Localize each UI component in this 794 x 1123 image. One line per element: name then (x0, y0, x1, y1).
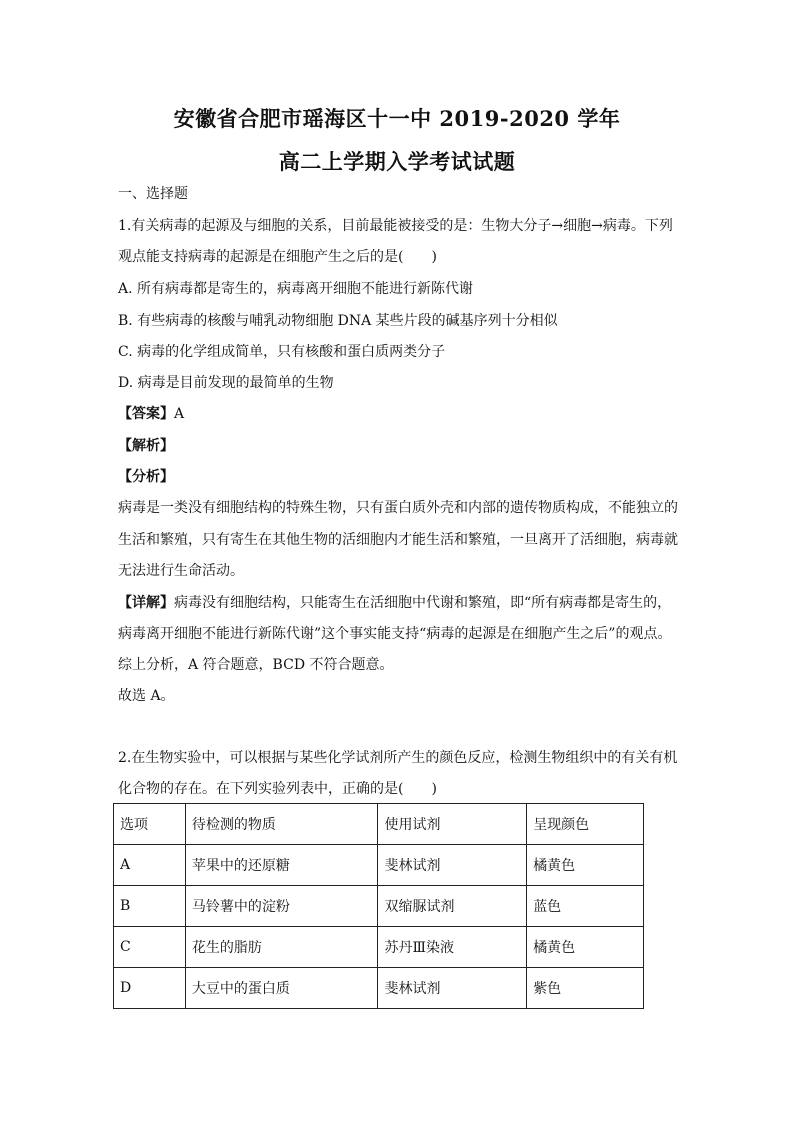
detail-line2: 病毒离开细胞不能进行新陈代谢”这个事实能支持“病毒的起源是在细胞产生之后”的观点。 (118, 626, 672, 642)
detail-text1: 病毒没有细胞结构，只能寄生在活细胞中代谢和繁殖，即“所有病毒都是寄生的， (174, 595, 672, 611)
detail-line3: 综上分析，A 符合题意，BCD 不符合题意。 (118, 657, 394, 673)
fenxi-line1: 病毒是一类没有细胞结构的特殊生物，只有蛋白质外壳和内部的遗传物质构成，不能独立的 (118, 500, 678, 516)
fenxi-line2: 生活和繁殖，只有寄生在其他生物的活细胞内才能生活和繁殖，一旦离开了活细胞，病毒就 (118, 532, 678, 548)
answer-value: A (174, 406, 185, 422)
q1-stem-line1: 1.有关病毒的起源及与细胞的关系，目前最能被接受的是：生物大分子→细胞→病毒。下列 (118, 218, 673, 234)
fenxi-line3: 无法进行生命活动。 (118, 563, 244, 579)
table-cell: 斐林试剂 (378, 968, 527, 1009)
table-header-row (114, 804, 644, 845)
table-row (114, 886, 644, 927)
table-cell: 马铃薯中的淀粉 (185, 886, 378, 927)
page-subtitle: 高二上学期入学考试试题 (278, 149, 516, 174)
header-cell: 待检测的物质 (185, 804, 378, 845)
table-row (114, 968, 644, 1009)
header-cell: 使用试剂 (378, 804, 527, 845)
detail-label: 【详解】 (118, 595, 174, 611)
q2-stem-line1: 2.在生物实验中，可以根据与某些化学试剂所产生的颜色反应，检测生物组织中的有关有机 (118, 750, 678, 766)
detail-line4: 故选 A。 (118, 688, 175, 704)
q1-stem-line2: 观点能支持病毒的起源是在细胞产生之后的是( ) (118, 249, 437, 265)
table-cell: 双缩脲试剂 (378, 886, 527, 927)
q1-option-d: D. 病毒是目前发现的最简单的生物 (118, 375, 334, 391)
table-cell: C (114, 927, 186, 968)
table-cell: 紫色 (527, 968, 644, 1009)
q1-option-b: B. 有些病毒的核酸与哺乳动物细胞 DNA 某些片段的碱基序列十分相似 (118, 313, 558, 329)
table-row (114, 927, 644, 968)
table-cell: 苹果中的还原糖 (185, 845, 378, 886)
table-cell: 橘黄色 (527, 845, 644, 886)
header-cell: 选项 (114, 804, 186, 845)
q1-option-c: C. 病毒的化学组成简单，只有核酸和蛋白质两类分子 (118, 344, 446, 360)
table-cell: 大豆中的蛋白质 (185, 968, 378, 1009)
answer-label: 【答案】 (118, 406, 174, 422)
header-cell: 呈现颜色 (527, 804, 644, 845)
table-row (114, 845, 644, 886)
section-heading: 一、选择题 (118, 186, 188, 202)
detail-line1 (118, 593, 708, 613)
jiexi-label: 【解析】 (118, 438, 174, 454)
table-cell: 苏丹Ⅲ染液 (378, 927, 527, 968)
table-cell: 花生的脂肪 (185, 927, 378, 968)
table-cell: 蓝色 (527, 886, 644, 927)
experiment-table (113, 803, 644, 1009)
table-cell: B (114, 886, 186, 927)
fenxi-label: 【分析】 (118, 469, 174, 485)
page-title: 安徽省合肥市瑶海区十一中 2019-2020 学年 (173, 106, 621, 131)
q2-stem-line2: 化合物的存在。在下列实验列表中，正确的是( ) (118, 781, 437, 797)
q1-answer (118, 404, 708, 424)
table-cell: A (114, 845, 186, 886)
table-cell: 橘黄色 (527, 927, 644, 968)
q1-option-a: A. 所有病毒都是寄生的，病毒离开细胞不能进行新陈代谢 (118, 281, 474, 297)
table-cell: 斐林试剂 (378, 845, 527, 886)
table-cell: D (114, 968, 186, 1009)
